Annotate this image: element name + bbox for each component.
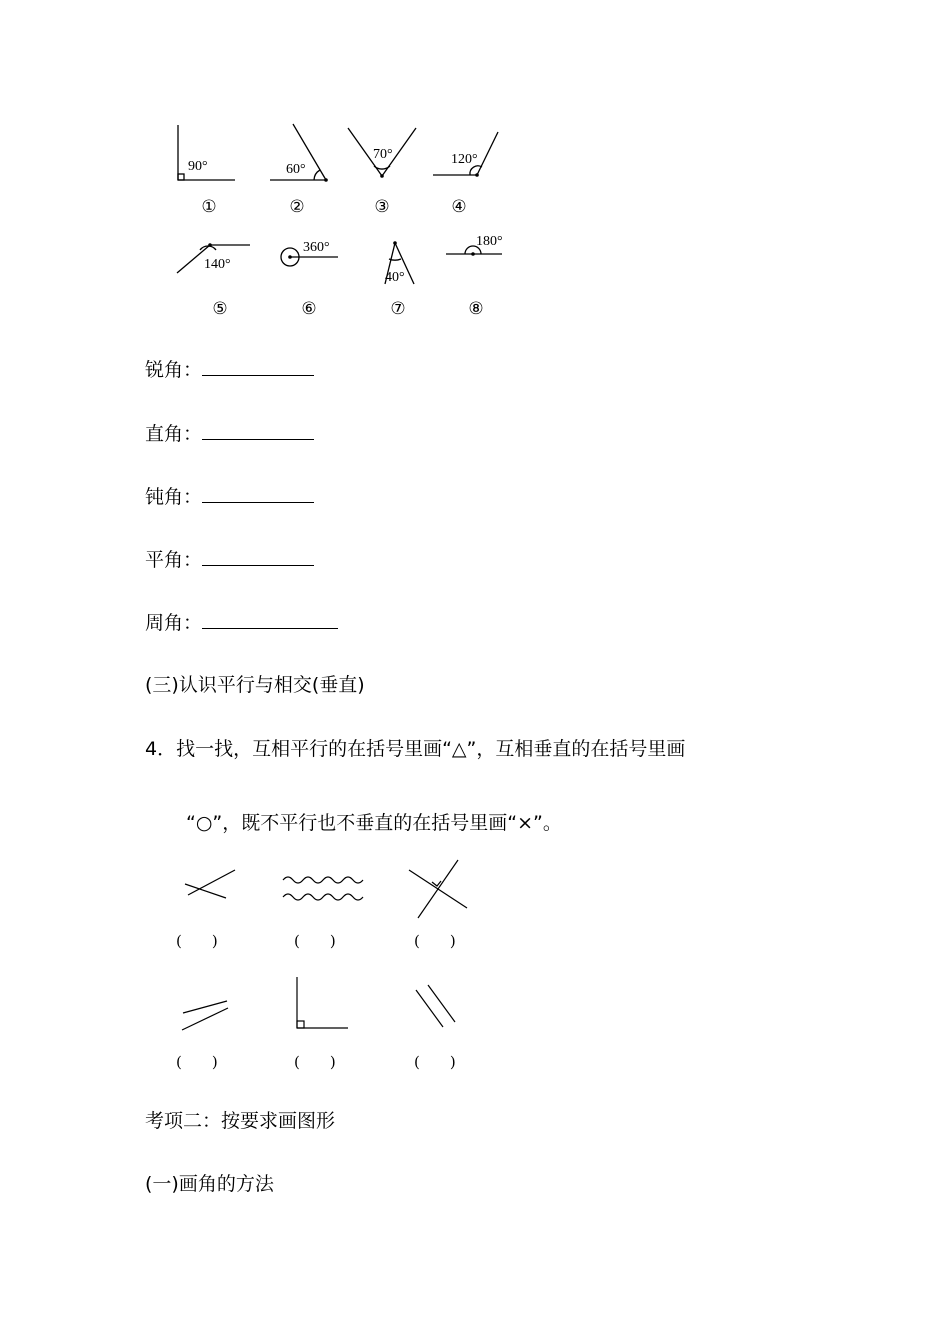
answer-paren-3[interactable]: ( ) <box>414 932 456 950</box>
angle-6-number: ⑥ <box>301 299 317 318</box>
angle-8-measure: 180° <box>476 234 503 249</box>
drawing-method-title: (一)画角的方法 <box>145 1173 274 1195</box>
straight-answer-blank[interactable] <box>202 547 314 566</box>
answer-paren-2[interactable]: ( ) <box>294 932 336 950</box>
obtuse-angle-row <box>145 483 314 510</box>
angle-4-number: ④ <box>451 197 467 216</box>
answer-paren-6[interactable]: ( ) <box>414 1053 456 1071</box>
angle-3-measure: 70° <box>373 147 393 162</box>
full-label: 周角： <box>145 612 203 634</box>
line-pair-figures <box>0 850 950 1090</box>
angle-5-number: ⑤ <box>212 299 228 318</box>
angle-1-measure: 90° <box>188 159 208 174</box>
obtuse-answer-blank[interactable] <box>202 484 314 503</box>
acute-answer-blank[interactable] <box>202 357 314 376</box>
question-4-line1: 4．找一找，互相平行的在括号里画“△”，互相垂直的在括号里画 <box>145 738 686 760</box>
answer-paren-5[interactable]: ( ) <box>294 1053 336 1071</box>
angle-6-measure: 360° <box>303 240 330 255</box>
straight-label: 平角： <box>145 549 203 571</box>
angle-7-measure: 40° <box>385 270 405 285</box>
right-label: 直角： <box>145 423 203 445</box>
angle-figures <box>0 0 950 330</box>
angle-2-number: ② <box>289 197 305 216</box>
full-angle-row <box>145 609 338 636</box>
angle-7-number: ⑦ <box>390 299 406 318</box>
acute-label: 锐角： <box>145 359 203 381</box>
right-answer-blank[interactable] <box>202 421 314 440</box>
answer-paren-4[interactable]: ( ) <box>176 1053 218 1071</box>
angle-1-number: ① <box>201 197 217 216</box>
section-2-title: 考项二：按要求画图形 <box>145 1110 336 1132</box>
angle-3-number: ③ <box>374 197 390 216</box>
angle-4-measure: 120° <box>451 152 478 167</box>
acute-angle-row <box>145 356 314 383</box>
obtuse-label: 钝角： <box>145 486 203 508</box>
angle-5-measure: 140° <box>204 257 231 272</box>
section-3-title: (三)认识平行与相交(垂直) <box>145 674 365 696</box>
straight-angle-row <box>145 546 314 573</box>
right-angle-row <box>145 420 314 447</box>
angle-8-number: ⑧ <box>468 299 484 318</box>
angle-2-measure: 60° <box>286 162 306 177</box>
answer-paren-1[interactable]: ( ) <box>176 932 218 950</box>
full-answer-blank[interactable] <box>202 610 338 629</box>
question-4-line2: “○”，既不平行也不垂直的在括号里画“×”。 <box>186 812 562 834</box>
